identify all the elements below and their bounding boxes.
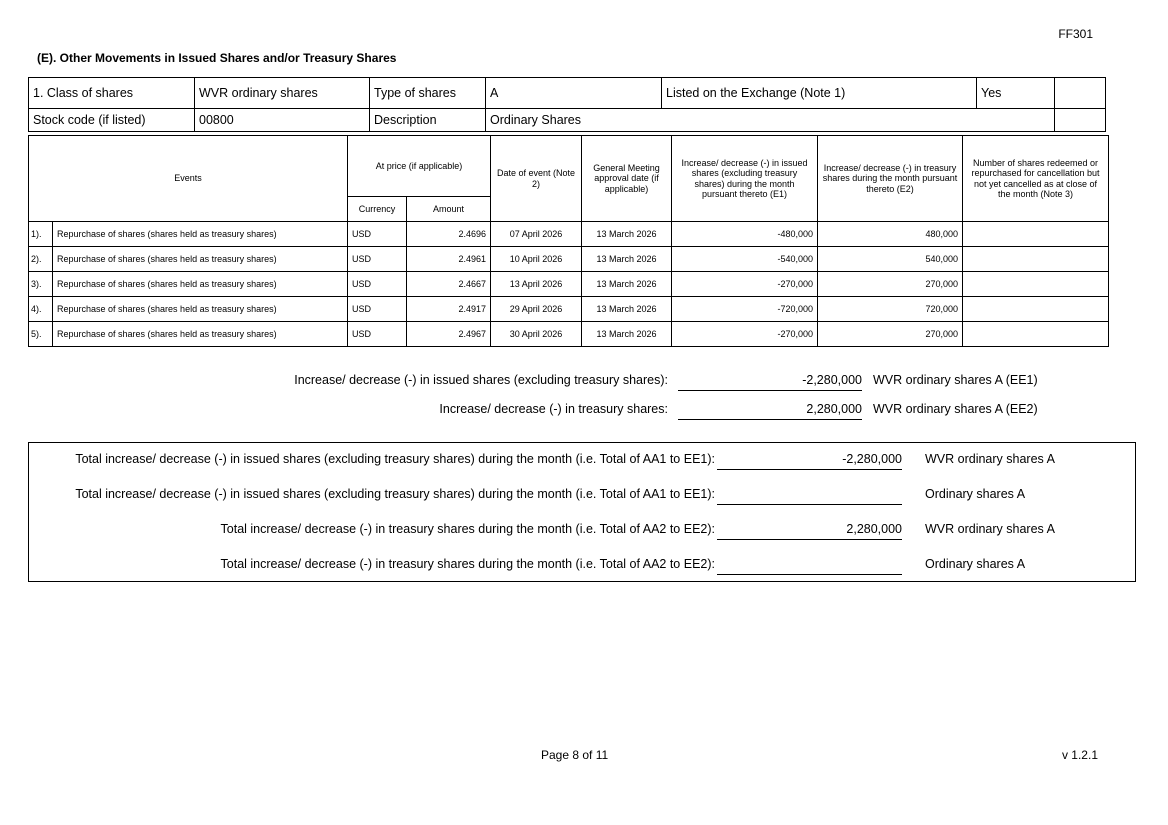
listed-value: Yes [977, 78, 1055, 109]
row-amount: 2.4917 [407, 297, 491, 322]
header-date: Date of event (Note 2) [491, 136, 582, 222]
events-table [28, 135, 1109, 347]
header-currency: Currency [348, 197, 407, 222]
row-index: 5). [29, 322, 53, 347]
row-amount: 2.4967 [407, 322, 491, 347]
row-amount: 2.4961 [407, 247, 491, 272]
row-amount: 2.4667 [407, 272, 491, 297]
header-e2: Increase/ decrease (-) in treasury shares during the month pursuant thereto (E2) [818, 136, 963, 222]
description-label: Description [370, 109, 486, 132]
total-treasury-ordinary-unit: Ordinary shares A [925, 557, 1026, 571]
type-value: A [486, 78, 662, 109]
table-row [29, 247, 1109, 272]
version-label: v 1.2.1 [1061, 748, 1098, 762]
header-events: Events [29, 136, 348, 222]
ee1-unit: WVR ordinary shares A (EE1) [873, 373, 1038, 387]
row-currency: USD [348, 222, 407, 247]
table-row [29, 297, 1109, 322]
row-index: 3). [29, 272, 53, 297]
stock-code-label: Stock code (if listed) [29, 109, 195, 132]
row-e2: 270,000 [818, 272, 963, 297]
row-meeting: 13 March 2026 [582, 272, 672, 297]
row-meeting: 13 March 2026 [582, 222, 672, 247]
total-treasury-wvr-unit: WVR ordinary shares A [925, 522, 1055, 536]
ee2-unit: WVR ordinary shares A (EE2) [873, 402, 1038, 416]
type-label: Type of shares [370, 78, 486, 109]
table-row [29, 272, 1109, 297]
total-issued-ordinary-value [717, 487, 902, 505]
row-e2: 480,000 [818, 222, 963, 247]
row-amount: 2.4696 [407, 222, 491, 247]
row-e1: -540,000 [672, 247, 818, 272]
row-redeemed [963, 247, 1109, 272]
total-treasury-wvr-value: 2,280,000 [717, 522, 902, 540]
table-row [29, 222, 1109, 247]
ee1-label: Increase/ decrease (-) in issued shares (excluding treasury shares): [294, 373, 668, 387]
ee1-value: -2,280,000 [678, 373, 862, 391]
total-issued-wvr-unit: WVR ordinary shares A [925, 452, 1055, 466]
row-meeting: 13 March 2026 [582, 247, 672, 272]
row-index: 1). [29, 222, 53, 247]
row-currency: USD [348, 272, 407, 297]
row-e1: -480,000 [672, 222, 818, 247]
row-redeemed [963, 272, 1109, 297]
description-extra-cell [1055, 109, 1106, 132]
total-treasury-ordinary-label: Total increase/ decrease (-) in treasury shares during the month (i.e. Total of AA2 to EE2): [220, 557, 715, 571]
row-date: 29 April 2026 [491, 297, 582, 322]
row-index: 4). [29, 297, 53, 322]
listed-extra-cell [1055, 78, 1106, 109]
row-e2: 270,000 [818, 322, 963, 347]
ee2-label: Increase/ decrease (-) in treasury shares: [439, 402, 668, 416]
table-row [29, 322, 1109, 347]
row-redeemed [963, 297, 1109, 322]
header-redeemed: Number of shares redeemed or repurchased for cancellation but not yet cancelled as at close of the month (Note 3) [963, 136, 1109, 222]
share-class-info-table [28, 77, 1106, 132]
row-date: 30 April 2026 [491, 322, 582, 347]
row-meeting: 13 March 2026 [582, 297, 672, 322]
row-event: Repurchase of shares (shares held as treasury shares) [53, 297, 348, 322]
total-treasury-wvr-label: Total increase/ decrease (-) in treasury shares during the month (i.e. Total of AA2 to EE2): [220, 522, 715, 536]
listed-label: Listed on the Exchange (Note 1) [662, 78, 977, 109]
row-e1: -720,000 [672, 297, 818, 322]
total-issued-ordinary-label: Total increase/ decrease (-) in issued shares (excluding treasury shares) during the month (i.e. Total of AA1 to EE1): [75, 487, 715, 501]
row-e1: -270,000 [672, 272, 818, 297]
row-index: 2). [29, 247, 53, 272]
row-redeemed [963, 222, 1109, 247]
ee2-value: 2,280,000 [678, 402, 862, 420]
row-date: 07 April 2026 [491, 222, 582, 247]
description-value: Ordinary Shares [486, 109, 1055, 132]
row-redeemed [963, 322, 1109, 347]
row-meeting: 13 March 2026 [582, 322, 672, 347]
row-event: Repurchase of shares (shares held as treasury shares) [53, 222, 348, 247]
section-title: (E). Other Movements in Issued Shares and/or Treasury Shares [37, 51, 397, 65]
row-currency: USD [348, 247, 407, 272]
class-value: WVR ordinary shares [195, 78, 370, 109]
stock-code-value: 00800 [195, 109, 370, 132]
row-event: Repurchase of shares (shares held as treasury shares) [53, 247, 348, 272]
row-date: 10 April 2026 [491, 247, 582, 272]
form-code: FF301 [1058, 27, 1093, 41]
total-issued-wvr-label: Total increase/ decrease (-) in issued shares (excluding treasury shares) during the month (i.e. Total of AA1 to EE1): [75, 452, 715, 466]
header-at-price: At price (if applicable) [348, 136, 491, 197]
class-label: 1. Class of shares [29, 78, 195, 109]
row-date: 13 April 2026 [491, 272, 582, 297]
row-e1: -270,000 [672, 322, 818, 347]
total-issued-wvr-value: -2,280,000 [717, 452, 902, 470]
total-treasury-ordinary-value [717, 557, 902, 575]
row-event: Repurchase of shares (shares held as treasury shares) [53, 272, 348, 297]
header-amount: Amount [407, 197, 491, 222]
row-currency: USD [348, 322, 407, 347]
row-event: Repurchase of shares (shares held as treasury shares) [53, 322, 348, 347]
row-e2: 540,000 [818, 247, 963, 272]
header-e1: Increase/ decrease (-) in issued shares (excluding treasury shares) during the month pursuant thereto (E1) [672, 136, 818, 222]
row-e2: 720,000 [818, 297, 963, 322]
page-number: Page 8 of 11 [541, 748, 609, 762]
total-issued-ordinary-unit: Ordinary shares A [925, 487, 1026, 501]
header-meeting: General Meeting approval date (if applicable) [582, 136, 672, 222]
row-currency: USD [348, 297, 407, 322]
